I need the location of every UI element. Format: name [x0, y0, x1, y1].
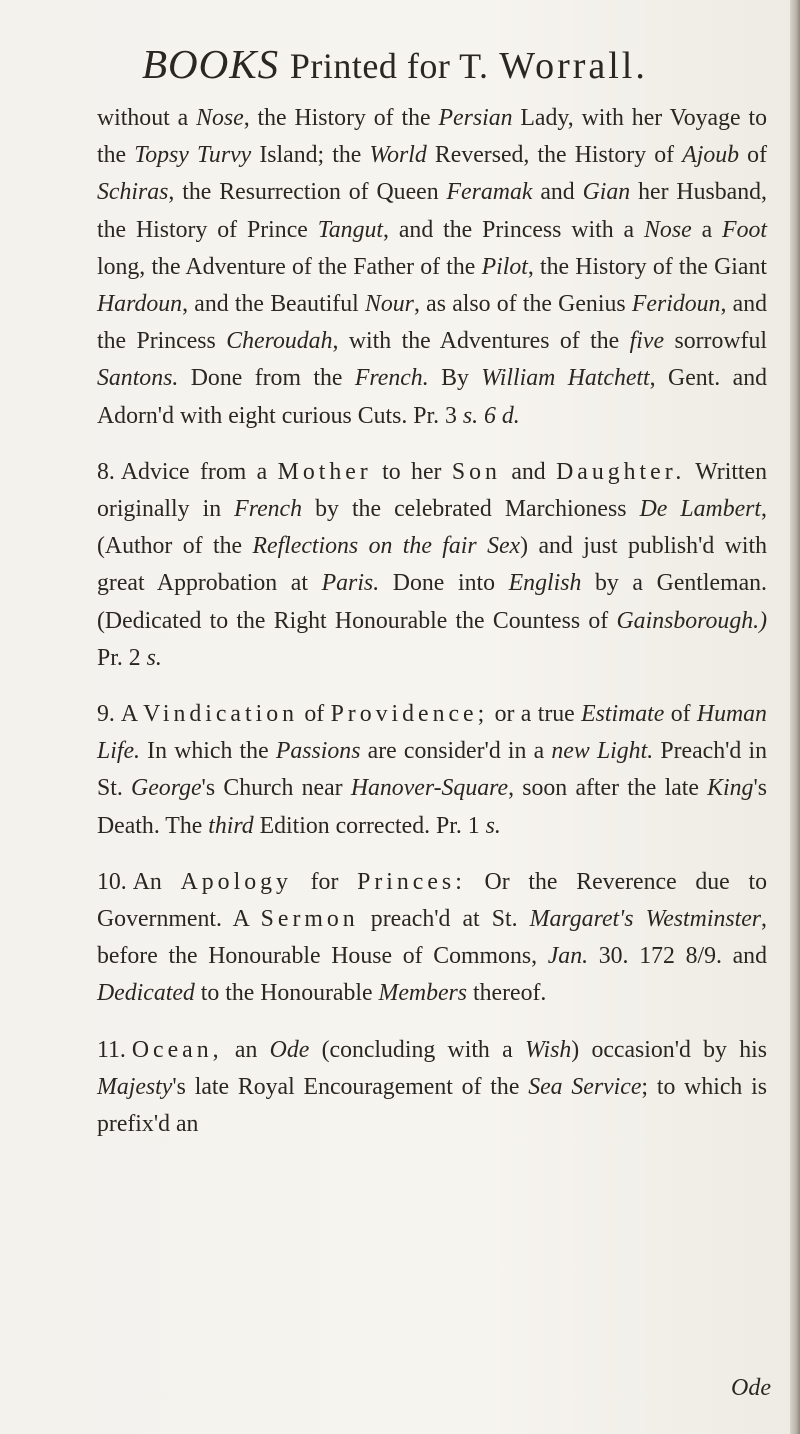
- catalogue-text: [97, 100, 767, 1143]
- italic-run: Santons.: [97, 365, 179, 392]
- small-caps-run: Ocean,: [131, 1036, 223, 1063]
- entry-8: [97, 454, 767, 677]
- italic-run: Feridoun: [631, 291, 721, 318]
- entry-text: Ocean, an Ode (concluding with a Wish) occasion'd by his Majesty's late Royal Encouragement of the Sea Service; to which is prefix'd an: [97, 1036, 768, 1138]
- entry-7-continued: without a Nose, the History of the Persian Lady, with her Voyage to the Topsy Turvy Island; the World Reversed, the History of Ajoub of Schiras, the Resurrection of Queen Feramak and Gian her Husband, the History of Prince Tangut, and the Princess with a Nose a Foot long, the Adventure of the Father of the Pilot, the History of the Giant Hardoun, and the Beautiful Nour, as also of the Genius Feridoun, and the Princess Cheroudah, with the Adventures of the five sorrowful Santons. Done from the French. By William Hatchett, Gent. and Adorn'd with eight curious Cuts. Pr. 3 s. 6 d.: [97, 105, 768, 429]
- small-caps-run: Vindication: [143, 701, 299, 728]
- italic-run: George: [131, 775, 202, 802]
- italic-run: King: [707, 775, 754, 802]
- italic-run: Nour: [365, 291, 414, 318]
- small-caps-run: Apology: [180, 868, 292, 895]
- italic-run: William Hatchett: [481, 365, 650, 392]
- small-caps-run: Daughter.: [556, 458, 686, 485]
- entry-text: A Vindication of Providence; or a true Estimate of Human Life. In which the Passions are consider'd in a new Light. Preach'd in St. George's Church near Hanover-Square, soon after the late King's Death. The third Edition corrected. Pr. 1 s.: [97, 701, 768, 839]
- italic-run: Dedicated: [97, 980, 195, 1007]
- italic-run: Ajoub: [682, 142, 740, 169]
- italic-run: Nose: [644, 216, 692, 243]
- italic-run: De Lambert: [639, 496, 762, 523]
- entry-number: 9.: [97, 701, 115, 728]
- entry-10: [97, 864, 767, 1013]
- catchword: Ode: [731, 1375, 771, 1401]
- italic-run: Margaret's Westminster: [529, 906, 762, 933]
- italic-run: Foot: [722, 216, 767, 243]
- entry-9: [97, 696, 767, 845]
- italic-run: Schiras: [97, 179, 169, 206]
- small-caps-run: Son: [451, 458, 501, 485]
- italic-run: s.: [462, 402, 479, 429]
- italic-run: Ode: [269, 1036, 310, 1063]
- entry-text: Advice from a Mother to her Son and Daughter. Written originally in French by the celebrated Marchioness De Lambert, (Author of the Reflections on the fair Sex) and just publish'd with great Approbation at Paris. Done into English by a Gentleman. (Dedicated to the Right Honourable the Countess of Gainsborough.) Pr. 2 s.: [97, 458, 768, 671]
- italic-run: Gian: [582, 179, 631, 206]
- italic-run: new Light.: [551, 738, 654, 765]
- italic-run: Members: [378, 980, 468, 1007]
- italic-run: s.: [485, 812, 501, 839]
- page-edge: [790, 0, 800, 1434]
- entry-number: 10.: [97, 868, 127, 895]
- entry-number: 8.: [97, 458, 115, 485]
- page-header: [142, 40, 702, 88]
- italic-run: Jan.: [547, 943, 589, 970]
- italic-run: Majesty: [97, 1073, 173, 1100]
- italic-run: English: [508, 570, 582, 597]
- italic-run: Tangut: [317, 216, 383, 243]
- small-caps-run: Mother: [277, 458, 372, 485]
- italic-run: Hanover-Square: [350, 775, 509, 802]
- italic-run: World: [369, 142, 427, 169]
- italic-run: Hardoun: [97, 291, 183, 318]
- italic-run: Pilot: [481, 253, 528, 280]
- entry-text: An Apology for Princes: Or the Reverence due to Government. A Sermon preach'd at St. Margaret's Westminster, before the Honourable House of Commons, Jan. 30. 172 8/9. and Dedicated to the Honourable Members thereof.: [97, 868, 767, 1007]
- italic-run: Sea Service: [528, 1073, 642, 1100]
- entry-11: [97, 1032, 767, 1144]
- small-caps-run: Princes:: [357, 868, 466, 895]
- italic-run: Human Life.: [97, 701, 767, 765]
- small-caps-run: Providence;: [330, 701, 489, 728]
- italic-run: Feramak: [446, 179, 533, 206]
- italic-run: Gainsborough.): [616, 607, 767, 634]
- entry-number: 11.: [97, 1036, 126, 1063]
- italic-run: Wish: [524, 1036, 572, 1063]
- italic-run: French.: [354, 365, 429, 392]
- italic-run: third: [208, 812, 254, 839]
- italic-run: Estimate: [581, 701, 665, 728]
- italic-run: Passions: [275, 738, 361, 765]
- italic-run: Persian: [438, 105, 513, 131]
- italic-run: Paris.: [321, 570, 380, 597]
- italic-run: 6 d.: [484, 402, 520, 429]
- header-printer: Worrall.: [499, 45, 648, 87]
- small-caps-run: Sermon: [260, 906, 359, 933]
- italic-run: Nose: [196, 105, 244, 131]
- italic-run: Reflections on the fair Sex: [252, 533, 521, 560]
- italic-run: Topsy Turvy: [134, 142, 252, 169]
- italic-run: Cheroudah: [226, 328, 333, 355]
- header-printed-for: Printed for T.: [289, 46, 489, 86]
- italic-run: five: [629, 328, 665, 355]
- italic-run: French: [234, 496, 303, 523]
- italic-run: s.: [146, 644, 162, 671]
- header-books: BOOKS: [142, 41, 280, 87]
